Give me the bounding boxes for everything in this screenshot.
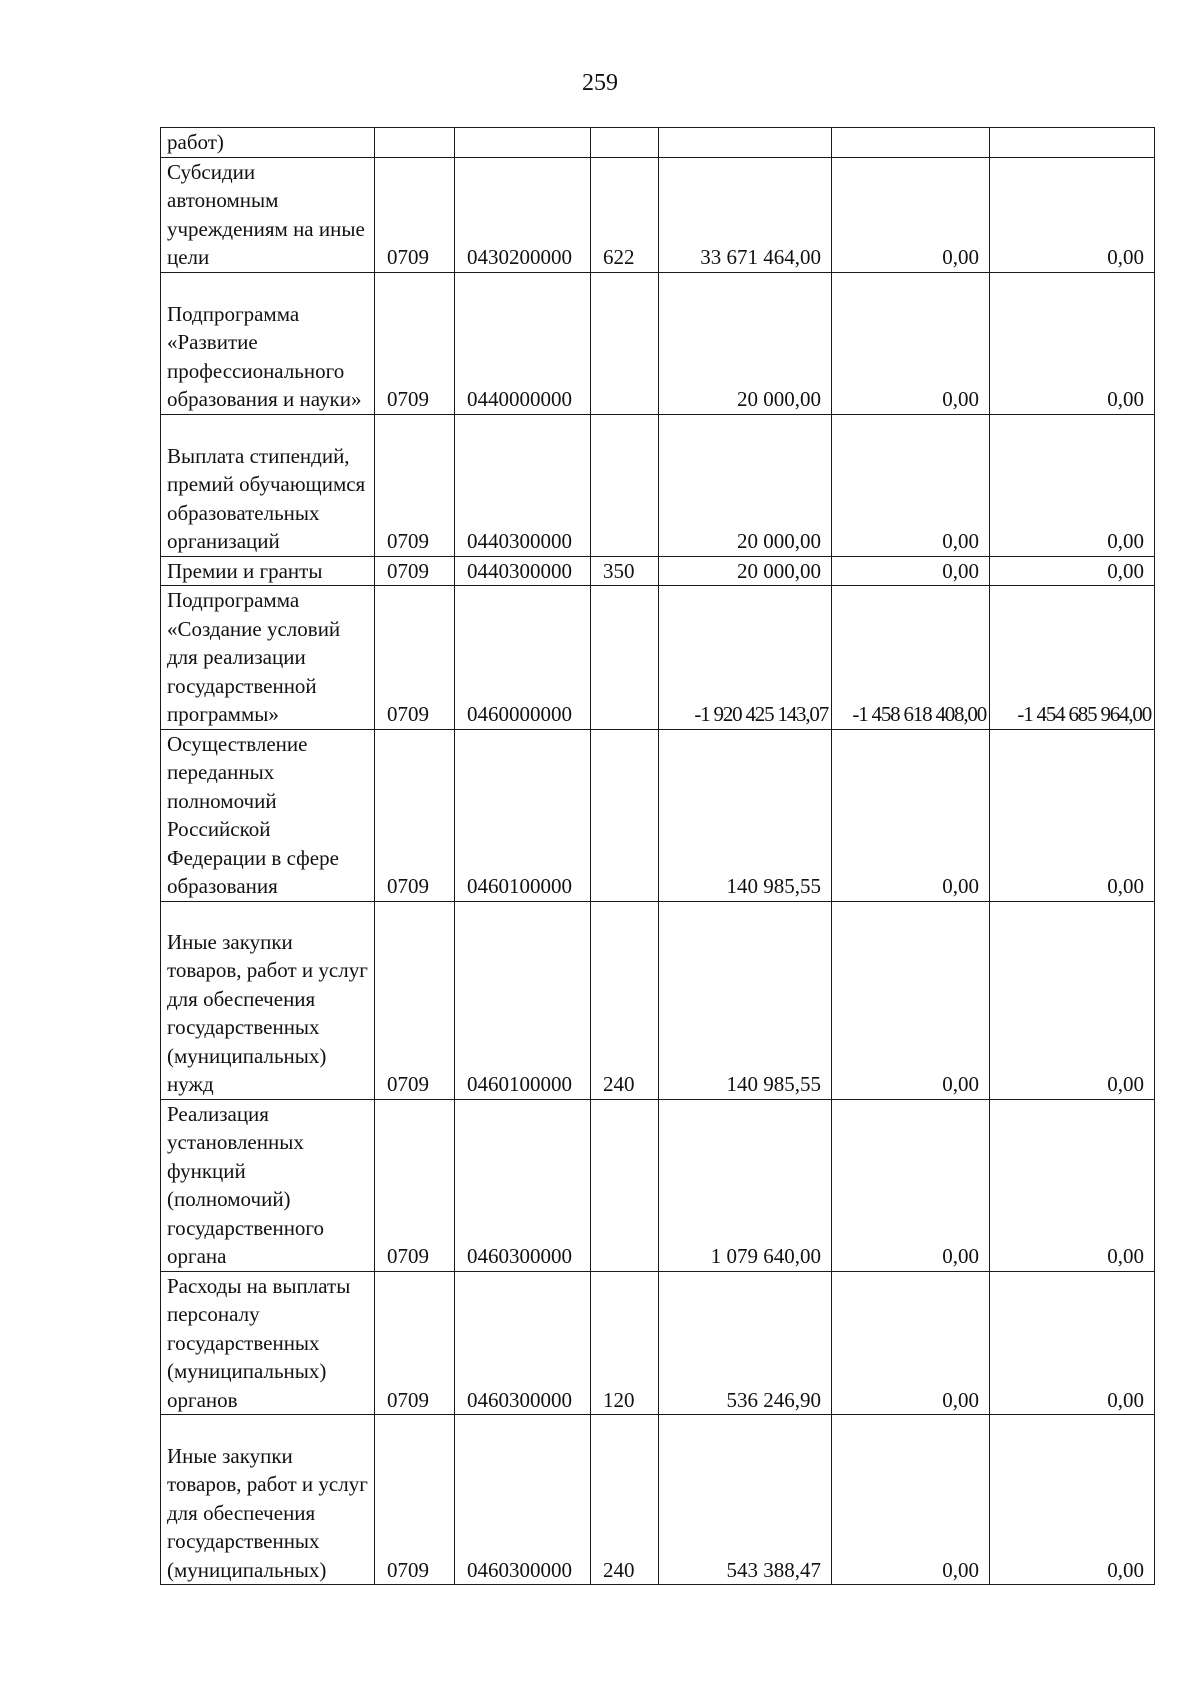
expense-type	[591, 414, 659, 556]
table-row	[161, 901, 1155, 1099]
section-code	[375, 128, 455, 158]
section-code: 0709	[375, 586, 455, 730]
target-code: 0440000000	[455, 272, 591, 414]
row-name: Выплата стипендий, премий обучающимся образовательных организаций	[161, 414, 375, 556]
amount-3: 0,00	[990, 272, 1155, 414]
amount-2: 0,00	[832, 1271, 990, 1415]
amount-2: 0,00	[832, 157, 990, 272]
expense-type: 120	[591, 1271, 659, 1415]
row-name: Подпрограмма «Создание условий для реализации государственной программы»	[161, 586, 375, 730]
page-number: 259	[582, 70, 618, 96]
table-row	[161, 157, 1155, 272]
amount-3: 0,00	[990, 901, 1155, 1099]
section-code: 0709	[375, 901, 455, 1099]
amount-3	[990, 128, 1155, 158]
expense-type: 240	[591, 901, 659, 1099]
target-code: 0440300000	[455, 414, 591, 556]
amount-3: 0,00	[990, 1415, 1155, 1585]
table-row	[161, 1271, 1155, 1415]
amount-3: 0,00	[990, 729, 1155, 901]
table-row	[161, 272, 1155, 414]
amount-3: 0,00	[990, 556, 1155, 586]
amount-1: 20 000,00	[659, 414, 832, 556]
row-name: Расходы на выплаты персоналу государственных (муниципальных) органов	[161, 1271, 375, 1415]
amount-2: 0,00	[832, 272, 990, 414]
amount-1: 140 985,55	[659, 729, 832, 901]
table-row	[161, 1099, 1155, 1271]
expense-type: 240	[591, 1415, 659, 1585]
target-code: 0460300000	[455, 1271, 591, 1415]
target-code: 0460300000	[455, 1099, 591, 1271]
section-code: 0709	[375, 1271, 455, 1415]
amount-1: 20 000,00	[659, 272, 832, 414]
target-code: 0440300000	[455, 556, 591, 586]
expense-type: 622	[591, 157, 659, 272]
amount-1: 140 985,55	[659, 901, 832, 1099]
amount-1: 20 000,00	[659, 556, 832, 586]
amount-1: 1 079 640,00	[659, 1099, 832, 1271]
expense-type	[591, 586, 659, 730]
target-code: 0460100000	[455, 729, 591, 901]
amount-3: 0,00	[990, 414, 1155, 556]
amount-1: 33 671 464,00	[659, 157, 832, 272]
target-code	[455, 128, 591, 158]
expense-type	[591, 128, 659, 158]
target-code: 0460100000	[455, 901, 591, 1099]
section-code: 0709	[375, 1099, 455, 1271]
row-name: Подпрограмма «Развитие профессионального образования и науки»	[161, 272, 375, 414]
section-code: 0709	[375, 556, 455, 586]
row-name: работ)	[161, 128, 375, 158]
expense-type	[591, 272, 659, 414]
amount-3: 0,00	[990, 1099, 1155, 1271]
amount-2: 0,00	[832, 1099, 990, 1271]
amount-2: -1 458 618 408,00	[832, 586, 990, 730]
table-row	[161, 128, 1155, 158]
amount-3: 0,00	[990, 1271, 1155, 1415]
amount-1: -1 920 425 143,07	[659, 586, 832, 730]
target-code: 0430200000	[455, 157, 591, 272]
row-name: Иные закупки товаров, работ и услуг для обеспечения государственных (муниципальных) нужд	[161, 901, 375, 1099]
row-name: Субсидии автономным учреждениям на иные цели	[161, 157, 375, 272]
target-code: 0460000000	[455, 586, 591, 730]
amount-2: 0,00	[832, 901, 990, 1099]
section-code: 0709	[375, 157, 455, 272]
amount-3: 0,00	[990, 157, 1155, 272]
amount-3: -1 454 685 964,00	[990, 586, 1155, 730]
amount-2: 0,00	[832, 729, 990, 901]
table-row	[161, 729, 1155, 901]
row-name: Осуществление переданных полномочий Российской Федерации в сфере образования	[161, 729, 375, 901]
amount-2	[832, 128, 990, 158]
table-row	[161, 414, 1155, 556]
row-name: Премии и гранты	[161, 556, 375, 586]
amount-2: 0,00	[832, 556, 990, 586]
budget-table	[160, 127, 1155, 1585]
target-code: 0460300000	[455, 1415, 591, 1585]
table-row	[161, 1415, 1155, 1585]
section-code: 0709	[375, 272, 455, 414]
expense-type: 350	[591, 556, 659, 586]
expense-type	[591, 729, 659, 901]
amount-1	[659, 128, 832, 158]
section-code: 0709	[375, 414, 455, 556]
section-code: 0709	[375, 1415, 455, 1585]
expense-type	[591, 1099, 659, 1271]
amount-2: 0,00	[832, 1415, 990, 1585]
row-name: Реализация установленных функций (полномочий) государственного органа	[161, 1099, 375, 1271]
table-row	[161, 556, 1155, 586]
amount-1: 536 246,90	[659, 1271, 832, 1415]
amount-1: 543 388,47	[659, 1415, 832, 1585]
table-row	[161, 586, 1155, 730]
row-name: Иные закупки товаров, работ и услуг для обеспечения государственных (муниципальных)	[161, 1415, 375, 1585]
amount-2: 0,00	[832, 414, 990, 556]
section-code: 0709	[375, 729, 455, 901]
